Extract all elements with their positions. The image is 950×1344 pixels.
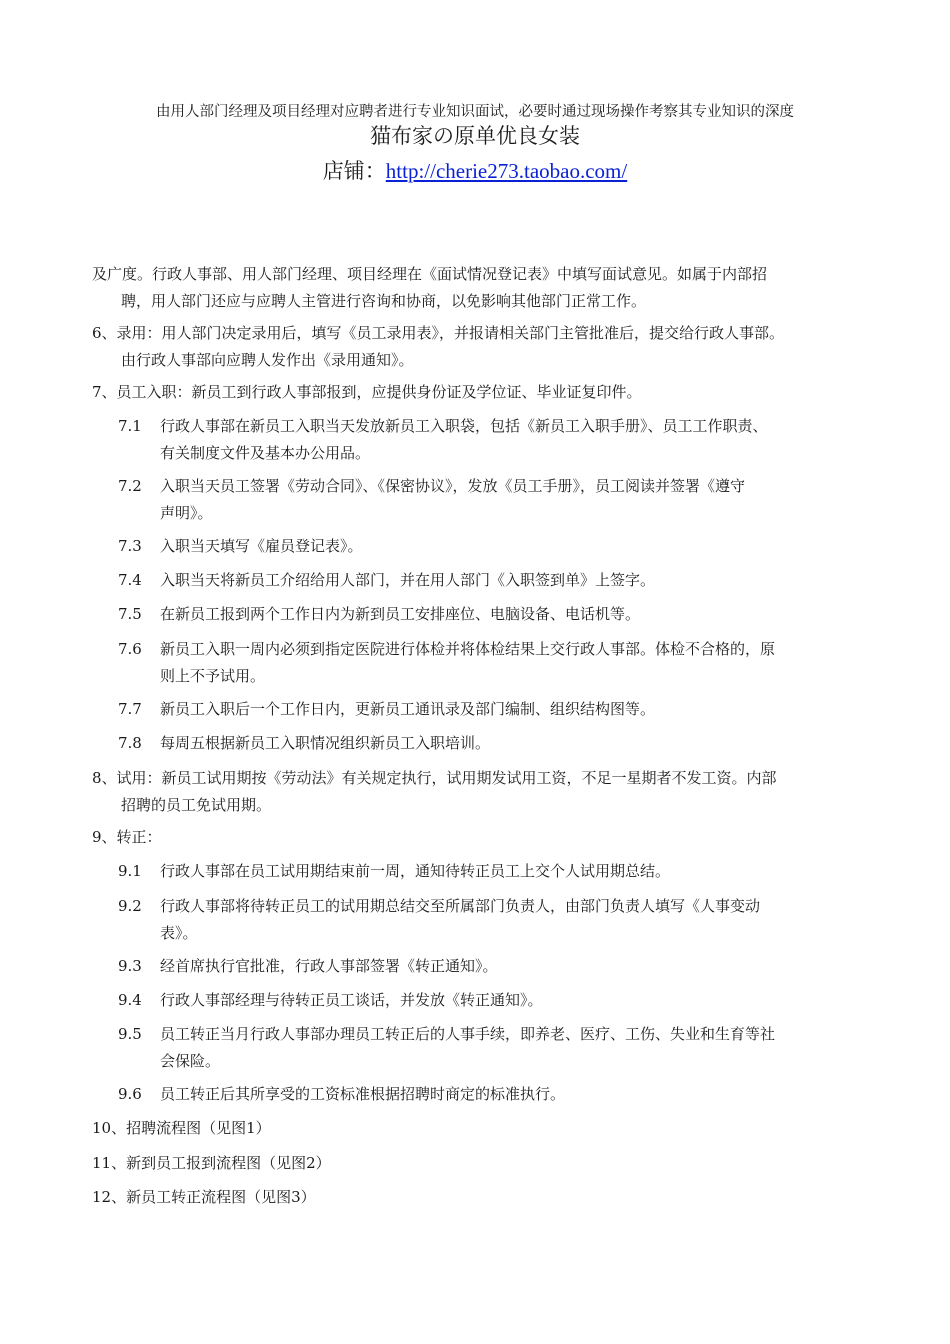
line-1: 6、录用：用人部门决定录用后，填写《员工录用表》，并报请相关部门主管批准后，提交给行政人事部。	[92, 324, 785, 342]
item-number: 7.8	[118, 734, 142, 752]
item-7-8	[118, 730, 490, 757]
line-1: 8、试用：新员工试用期按《劳动法》有关规定执行，试用期发试用工资，不足一星期者不发工资。内部	[92, 769, 777, 787]
line-1: 入职当天填写《雇员登记表》。	[160, 537, 363, 555]
paragraph-10-flowchart	[92, 1115, 271, 1142]
line-2: 会保险。	[160, 1052, 221, 1070]
item-9-1	[118, 858, 670, 885]
item-number: 9.3	[118, 957, 142, 975]
line-2: 招聘的员工免试用期。	[121, 796, 272, 814]
shop-label: 店铺：	[322, 159, 386, 183]
line-2: 表》。	[160, 924, 198, 942]
line-2: 由行政人事部向应聘人发作出《录用通知》。	[121, 351, 414, 369]
paragraph-0	[92, 261, 767, 315]
item-9-3	[118, 953, 498, 980]
shop-link[interactable]: http://cherie273.taobao.com/	[385, 159, 628, 183]
line-1: 新员工入职后一个工作日内，更新员工通讯录及部门编制、组织结构图等。	[160, 700, 656, 718]
line-1: 在新员工报到两个工作日内为新到员工安排座位、电脑设备、电话机等。	[160, 605, 641, 623]
item-number: 9.4	[118, 991, 142, 1009]
line-1: 10、招聘流程图（见图1）	[92, 1119, 271, 1137]
paragraph-12-flowchart	[92, 1184, 316, 1211]
line-1: 入职当天将新员工介绍给用人部门，并在用人部门《入职签到单》上签字。	[160, 571, 656, 589]
item-number: 7.1	[118, 417, 142, 435]
line-1: 12、新员工转正流程图（见图3）	[92, 1188, 316, 1206]
item-9-5	[118, 1021, 775, 1075]
line-1: 新员工入职一周内必须到指定医院进行体检并将体检结果上交行政人事部。体检不合格的，原	[160, 640, 776, 658]
line-1: 经首席执行官批准，行政人事部签署《转正通知》。	[160, 957, 498, 975]
paragraph-7-onboarding	[92, 379, 642, 406]
line-2: 则上不予试用。	[160, 667, 266, 685]
item-7-5	[118, 601, 640, 628]
line-1: 每周五根据新员工入职情况组织新员工入职培训。	[160, 734, 491, 752]
line-1: 行政人事部在员工试用期结束前一周，通知待转正员工上交个人试用期总结。	[160, 862, 671, 880]
item-number: 7.6	[118, 640, 142, 658]
item-7-3	[118, 533, 363, 560]
item-number: 9.1	[118, 862, 142, 880]
item-7-2	[118, 473, 745, 527]
line-1: 11、新到员工报到流程图（见图2）	[92, 1154, 331, 1172]
item-9-2	[118, 893, 760, 947]
paragraph-8-probation	[92, 765, 777, 819]
item-7-6	[118, 636, 775, 690]
item-number: 7.4	[118, 571, 142, 589]
item-number: 7.7	[118, 700, 142, 718]
item-number: 7.5	[118, 605, 142, 623]
paragraph-9-regularization	[92, 824, 162, 851]
line-1: 行政人事部经理与待转正员工谈话，并发放《转正通知》。	[160, 991, 543, 1009]
line-2: 聘，用人部门还应与应聘人主管进行咨询和协商，以免影响其他部门正常工作。	[121, 292, 647, 310]
paragraph-11-flowchart	[92, 1150, 331, 1177]
item-number: 7.2	[118, 477, 142, 495]
line-2: 有关制度文件及基本办公用品。	[160, 444, 371, 462]
item-7-7	[118, 696, 655, 723]
item-number: 9.6	[118, 1085, 142, 1103]
item-number: 9.5	[118, 1025, 142, 1043]
item-7-1	[118, 413, 768, 467]
item-9-6	[118, 1081, 565, 1108]
item-9-4	[118, 987, 543, 1014]
shop-name: 猫布家の原单优良女装	[370, 124, 580, 148]
line-1: 员工转正当月行政人事部办理员工转正后的人事手续，即养老、医疗、工伤、失业和生育等社	[160, 1025, 776, 1043]
line-1: 员工转正后其所享受的工资标准根据招聘时商定的标准执行。	[160, 1085, 566, 1103]
line-2: 声明》。	[160, 504, 213, 522]
line-1: 行政人事部将待转正员工的试用期总结交至所属部门负责人，由部门负责人填写《人事变动	[160, 897, 761, 915]
line-1: 7、员工入职：新员工到行政人事部报到，应提供身份证及学位证、毕业证复印件。	[92, 383, 642, 401]
header-subtitle: 由用人部门经理及项目经理对应聘者进行专业知识面试，必要时通过现场操作考察其专业知识的深度	[156, 104, 794, 120]
paragraph-6-hiring	[92, 320, 784, 374]
item-number: 7.3	[118, 537, 142, 555]
shop-line	[0, 156, 950, 186]
line-1: 9、转正：	[92, 828, 162, 846]
item-number: 9.2	[118, 897, 142, 915]
line-1: 及广度。行政人事部、用人部门经理、项目经理在《面试情况登记表》中填写面试意见。如属于内部招	[92, 265, 768, 283]
line-1: 行政人事部在新员工入职当天发放新员工入职袋，包括《新员工入职手册》、员工工作职责、	[160, 417, 768, 435]
line-1: 入职当天员工签署《劳动合同》、《保密协议》，发放《员工手册》，员工阅读并签署《遵守	[160, 477, 746, 495]
item-7-4	[118, 567, 655, 594]
